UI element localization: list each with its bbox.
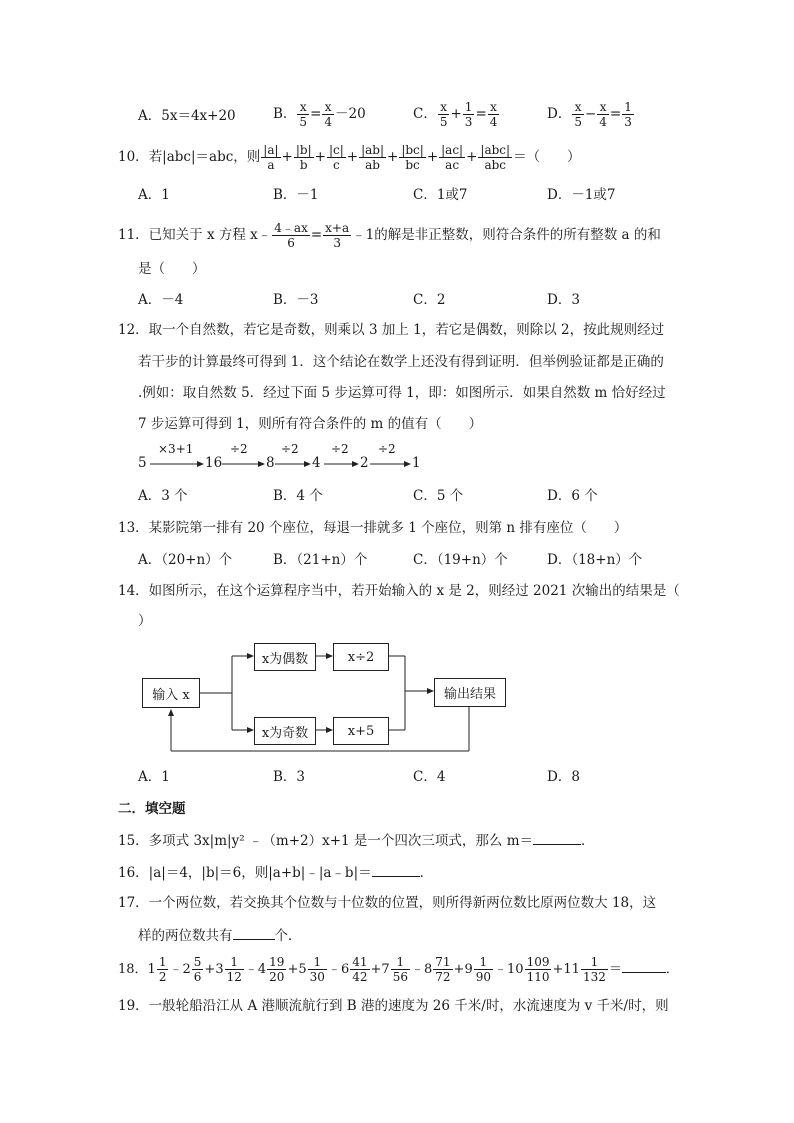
q10-stem: 10．若|abc|＝abc，则 $\frac{|a|}{a}$ + $\frac{|b|}{b}$ + $\frac{|c|}{c}$ + $\frac{|ab|}{ab}$ + $\frac{|bc|}{bc}$ + $\frac{|ac|}{ac}$ + $\frac{\text{|abc|}}{\text{abc}}$ ＝（ ） [118,143,581,172]
chain-op-label: ÷2 [281,442,299,456]
chain-arrows [138,444,438,474]
chain-number: 4 [312,455,321,471]
q11-stem: 11．已知关于 x 方程 x﹣ $\frac{4﹣ax}{6}$ = $\frac{x+a}{3}$ ﹣1的解是非正整数，则符合条件的所有整数 a 的和 [118,221,661,250]
q9-option-a [138,106,236,126]
chain-op-label: ÷2 [331,442,349,456]
fraction: $\frac{x}{4}$ [489,100,498,129]
q10-text: 若|abc|＝abc，则 [148,149,261,165]
q17-text-b: 个． [274,928,302,944]
q10-number: 10． [118,149,149,165]
q10-tail: ＝（ ） [513,149,581,165]
q18-number: 18． [118,962,148,977]
q15-text: 15．多项式 3x|m|y² ﹣（m+2）x+1 是一个四次三项式，那么 m＝ [118,833,533,849]
q11-frac1-den: 6 [287,236,295,250]
q9-option-a-text: A．5x＝4x+20 [138,108,236,124]
fraction: $\frac{x}{5}$ [439,100,448,129]
flow-box-add5: x+5 [333,717,389,745]
q12-line-1: 12．取一个自然数，若它是奇数，则乘以 3 加上 1，若它是偶数，则除以 2，按此规则经过 [118,322,665,338]
fraction: $\frac{x}{4}$ [324,100,333,129]
chain-op-label: ÷2 [230,442,248,456]
chain-op-label: ÷2 [378,442,396,456]
q11-frac2-den: 3 [333,236,341,250]
q12-line-3: .例如：取自然数 5．经过下面 5 步运算可得 1，即：如图所示．如果自然数 m 恰好经过 [138,385,666,401]
q9-option-d: D． $\frac{x}{5}$ − $\frac{x}{4}$ = $\frac{1}{3}$ [547,100,632,129]
answer-blank[interactable] [533,830,581,845]
q17-line-2 [138,925,302,946]
fraction: $\frac{1}{3}$ [464,100,473,129]
chain-op-label: ×3+1 [158,442,194,456]
fraction: $\frac{x}{5}$ [574,100,582,129]
q14-line-1: 14．如图所示，在这个运算程序当中，若开始输入的 x 是 2，则经过 2021 次输出的结果是（ [118,583,680,599]
q11-option-b: B．－3 [273,292,319,308]
q11-option-d: D．3 [547,292,580,308]
q12-operation-chain [138,444,438,474]
q13-option-a: A．（20+n）个 [138,552,233,568]
section-title-fill-in: 二．填空题 [118,801,186,817]
q14-option-a: A．1 [138,769,170,785]
flow-box-output: 输出结果 [434,678,506,707]
q15-stem [118,830,595,851]
q15-end: ． [581,833,595,849]
q12-line-4: 7 步运算可得到 1，则所有符合条件的 m 的值有（ ） [138,416,483,432]
q9-option-c: C． $\frac{x}{5}$ + $\frac{1}{3}$ = $\frac{x}{4}$ [413,100,498,129]
q11-frac2-num: x+a [325,221,350,235]
answer-blank[interactable] [372,862,420,877]
q12-option-d: D．6 个 [547,488,598,504]
q9-option-b-tail: －20 [335,106,366,122]
q13-option-b: B．（21+n）个 [273,552,368,568]
q12-option-c: C．5 个 [413,488,464,504]
q9-option-b-label: B． [273,106,297,122]
q16-end: ． [419,865,434,881]
q11-option-a: A．－4 [138,292,184,308]
q9-option-d-label: D． [547,106,572,122]
chain-number: 1 [412,455,421,471]
q9-option-c-label: C． [413,106,437,122]
q17-line-1: 17．一个两位数，若交换其个位数与十位数的位置，则所得新两位数比原两位数大 18，这 [118,895,657,911]
q14-option-b: B．3 [273,769,306,785]
q18-end: ． [665,962,679,977]
answer-blank[interactable] [233,925,275,940]
q18-stem: 18．1 $\frac{1}{2}$ ﹣2 $\frac{5}{6}$ +3 $\frac{1}{12}$ ﹣4 $\frac{19}{20}$ +5 $\frac{1}{30}$ ﹣6 $\frac{41}{42}$ +7 $\frac{1}{56}$ ﹣8 $\frac{71}{72}$ +9 $\frac{1}{90}$ ﹣10 $\frac{109}{110}$ +11 $\frac{1}{132}$ ＝ ． [118,955,679,984]
q16-text: 16．|a|＝4，|b|＝6，则|a+b|﹣|a﹣b|＝ [118,865,372,881]
q18-tail: ＝ [608,962,622,977]
q13-stem: 13．某影院第一排有 20 个座位，每退一排就多 1 个座位，则第 n 排有座位（ ） [118,520,628,536]
q13-option-c: C．（19+n）个 [413,552,508,568]
q11-text-a: 11．已知关于 x 方程 x﹣ [118,227,272,243]
q12-option-a: A．3 个 [138,488,188,504]
q13-option-d: D．（18+n）个 [547,552,643,568]
q10-option-a: A．1 [138,187,170,203]
fraction: $\frac{x}{4}$ [599,100,607,129]
q11-option-c: C．2 [413,292,446,308]
chain-number: 5 [138,455,147,471]
q10-option-b: B．－1 [273,187,319,203]
q14-line-2: ） [138,613,152,629]
q12-option-b: B．4 个 [273,488,323,504]
q10-option-c: C．1或7 [413,187,468,203]
q9-option-b: B． $\frac{x}{5}$ = $\frac{x}{4}$ －20 [273,100,366,129]
flow-box-input: 输入 x [142,678,200,708]
chain-number: 8 [266,455,275,471]
q19-stem: 19．一般轮船沿江从 A 港顺流航行到 B 港的速度为 26 千米/时，水流速度为 v 千米/时，则 [118,998,669,1014]
q14-option-d: D．8 [547,769,580,785]
q11-frac1-num: 4﹣ax [274,221,308,235]
q11-text-c: 是（ ） [138,261,206,277]
answer-blank[interactable] [622,958,666,973]
q11-text-b: ﹣1的解是非正整数，则符合条件的所有整数 a 的和 [352,227,661,243]
fraction: $\frac{x}{5}$ [299,100,308,129]
flow-box-halve: x÷2 [333,643,389,671]
q12-line-2: 若干步的计算最终可得到 1．这个结论在数学上还没有得到证明．但举例验证都是正确的 [138,354,664,370]
q10-option-d: D．－1或7 [547,187,616,203]
q14-option-c: C．4 [413,769,446,785]
chain-number: 16 [205,455,223,471]
q17-text-a: 样的两位数共有 [138,928,233,944]
fraction: $\frac{1}{3}$ [624,100,632,129]
flow-box-odd: x为奇数 [254,717,316,745]
chain-number: 2 [360,455,369,471]
q16-stem [118,862,433,883]
flow-box-even: x为偶数 [254,643,316,671]
